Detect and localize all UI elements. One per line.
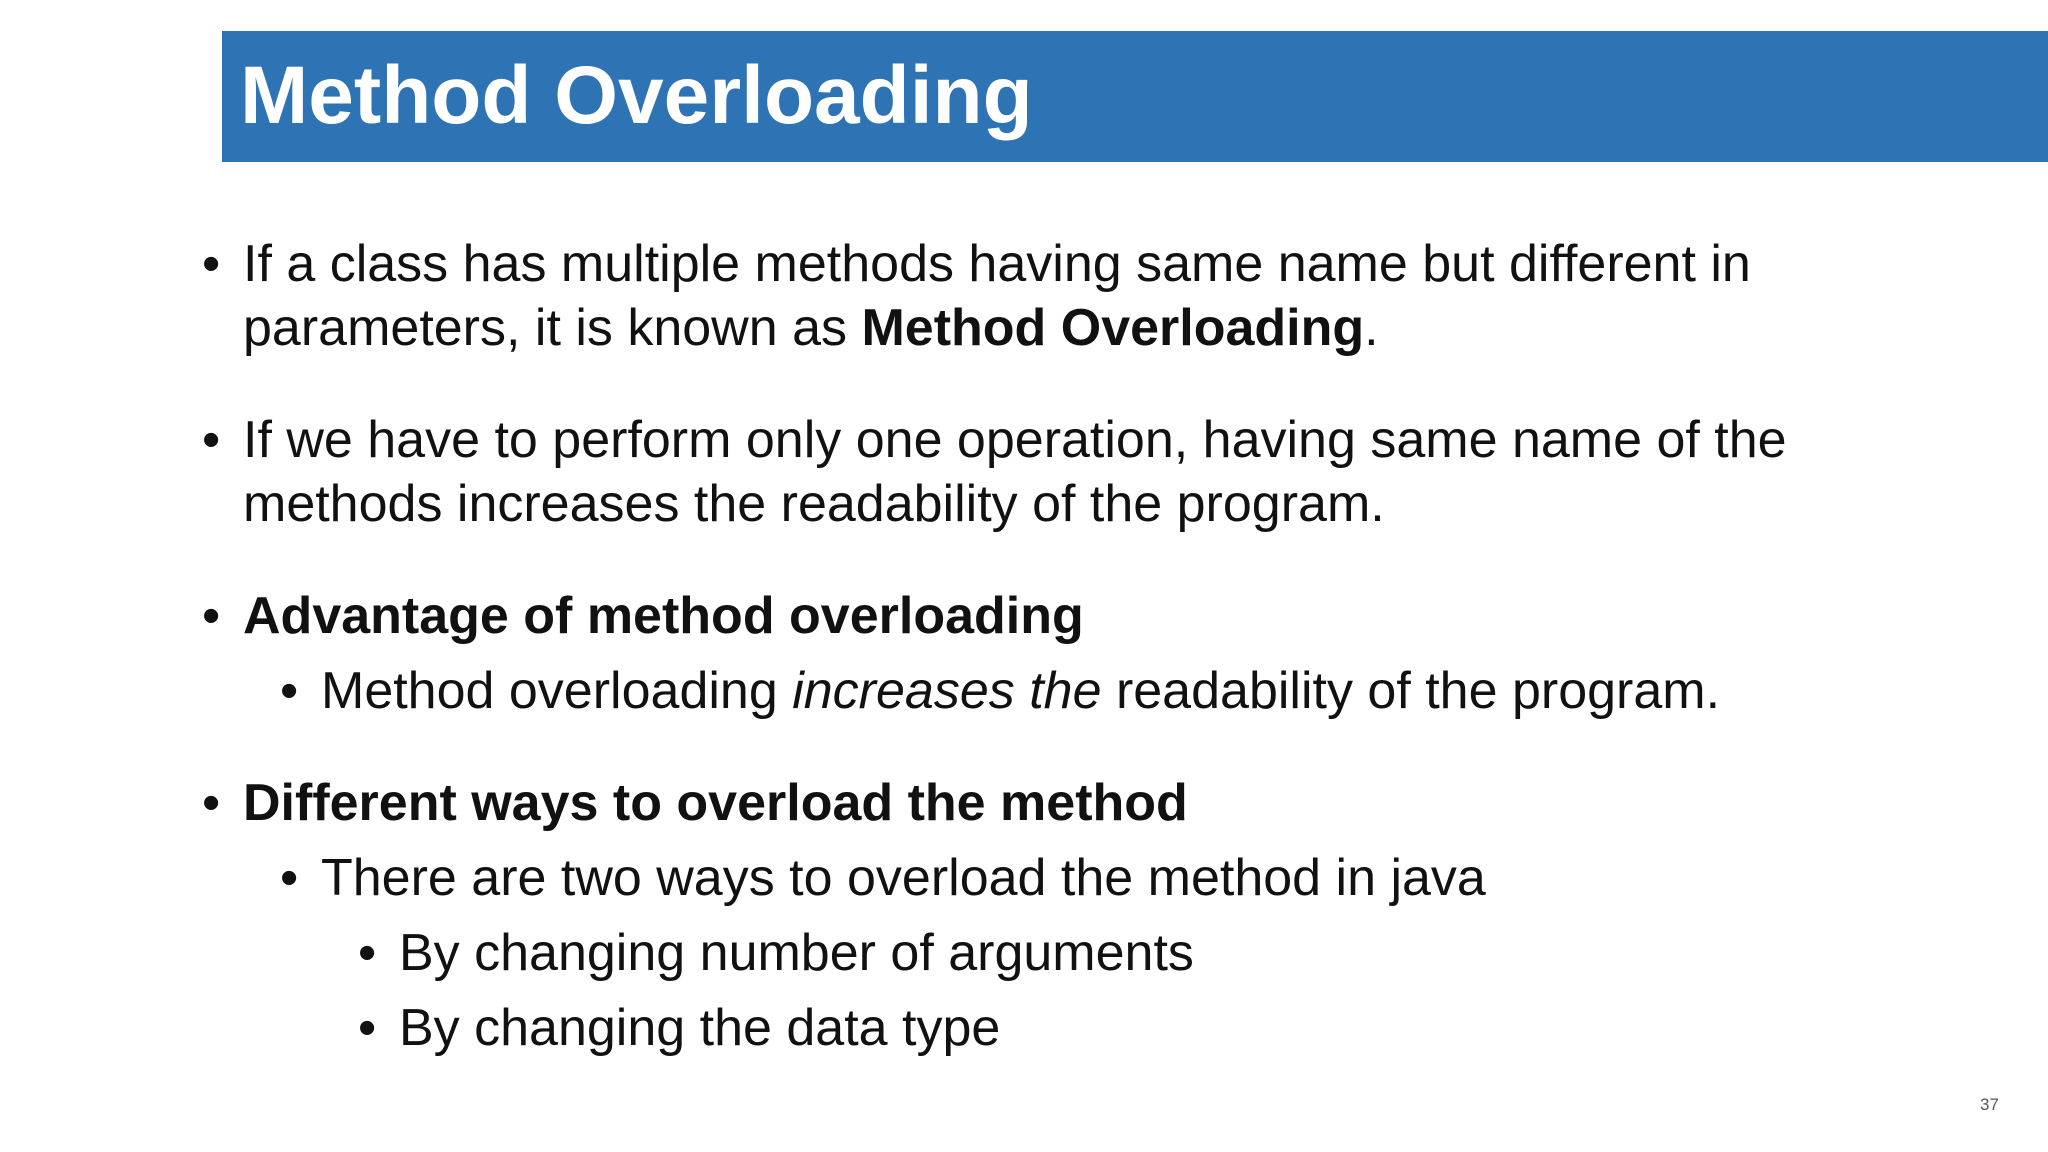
bullet-heading: Different ways to overload the method: [243, 774, 1188, 832]
bullet-definition: [202, 232, 1902, 360]
slide-content: [202, 232, 1902, 1060]
sub-bullet-advantage: [202, 659, 1902, 723]
bullet-text-part: readability of the program.: [1101, 662, 1721, 720]
sub-bullet-ways: [202, 846, 1902, 910]
bullet-ways-heading: [202, 771, 1902, 835]
bullet-heading: Advantage of method overloading: [243, 587, 1084, 645]
bullet-text-part: Method overloading: [321, 662, 793, 720]
title-bar: [222, 31, 2048, 162]
bullet-dot-icon: •: [202, 411, 221, 469]
bullet-text-part: If a class has multiple methods having same name but different in parameters, it is known as: [243, 235, 1751, 357]
bullet-dot-icon: •: [202, 774, 221, 832]
bullet-dot-icon: •: [280, 662, 299, 720]
bullet-dot-icon: •: [358, 999, 377, 1057]
bullet-text: If we have to perform only one operation, having same name of the methods increases the readability of the program.: [243, 411, 1787, 533]
bullet-readability: [202, 408, 1902, 536]
bullet-text-part: .: [1364, 299, 1379, 357]
bullet-text: By changing number of arguments: [399, 924, 1194, 982]
slide-title: Method Overloading: [240, 50, 1033, 141]
bullet-text: [243, 232, 1902, 360]
page-number: 37: [1980, 1095, 1999, 1114]
bullet-text-bold: Method Overloading: [861, 299, 1365, 357]
sub-sub-bullet-arguments: [202, 921, 1902, 985]
bullet-dot-icon: •: [358, 924, 377, 982]
bullet-dot-icon: •: [280, 849, 299, 907]
bullet-advantage-heading: [202, 584, 1902, 648]
bullet-text: [321, 659, 1902, 723]
bullet-text: By changing the data type: [399, 999, 1001, 1057]
bullet-text: There are two ways to overload the method in java: [321, 849, 1486, 907]
bullet-dot-icon: •: [202, 235, 221, 293]
sub-sub-bullet-datatype: [202, 996, 1902, 1060]
bullet-text-italic: increases the: [792, 662, 1102, 720]
bullet-dot-icon: •: [202, 587, 221, 645]
